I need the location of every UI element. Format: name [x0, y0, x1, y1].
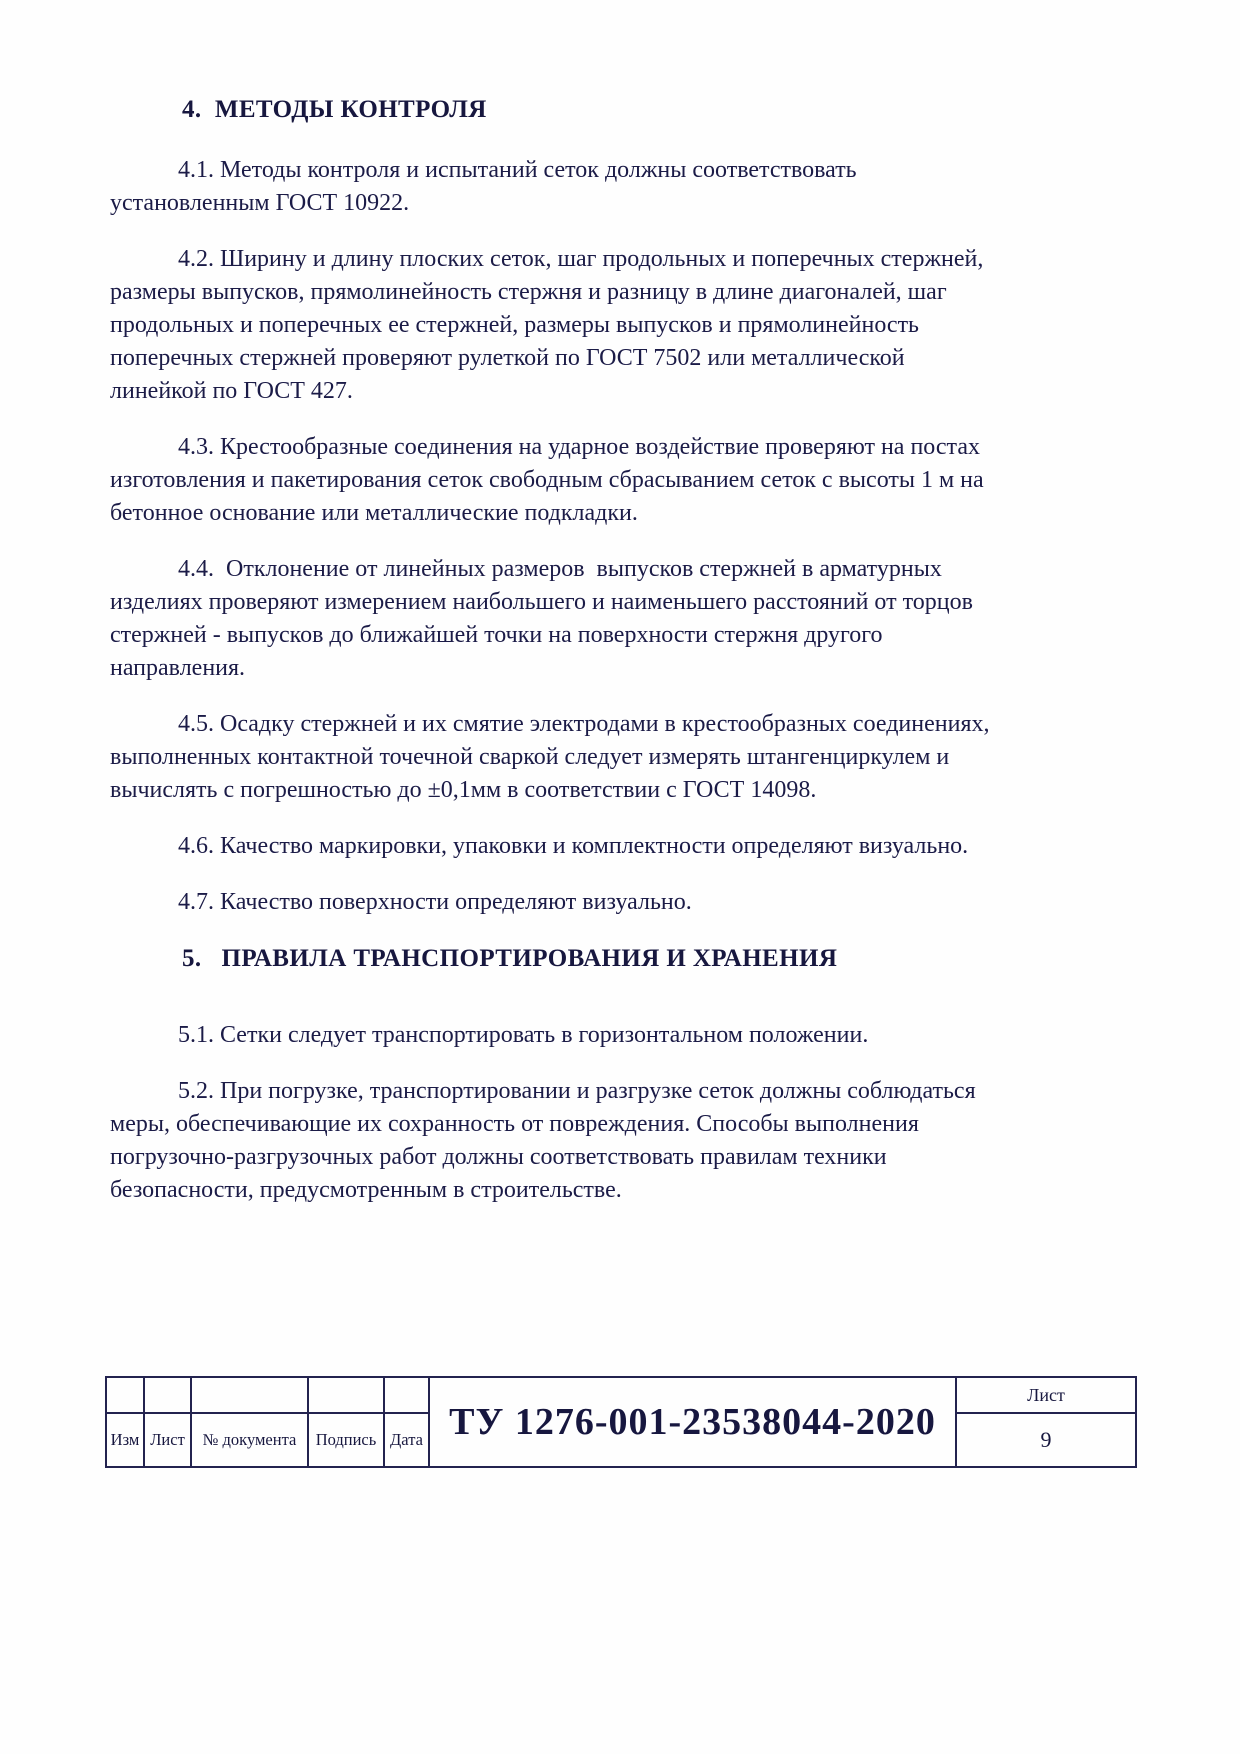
- paragraph-4-6: 4.6. Качество маркировки, упаковки и комплектности определяют визуально.: [178, 833, 969, 859]
- sheet-label: Лист: [956, 1377, 1136, 1413]
- paragraph-5-2: 5.2. При погрузке, транспортировании и разгрузке сеток должны соблюдаться меры, обеспечивающие их сохранность от повреждения. Способы выполнения погрузочно-разгрузочных работ должны соответствовать правилам техники безопасности, предусмотренным в строительстве.: [110, 1078, 982, 1203]
- document-number: ТУ 1276-001-23538044-2020: [429, 1377, 956, 1467]
- stamp-cell-list-empty: [144, 1377, 191, 1413]
- section-heading-transport-and-storage: 5. ПРАВИЛА ТРАНСПОРТИРОВАНИЯ И ХРАНЕНИЯ: [182, 945, 838, 972]
- stamp-label-data: Дата: [384, 1413, 429, 1467]
- stamp-label-doc-number: № документа: [191, 1413, 308, 1467]
- sheet-number: 9: [956, 1413, 1136, 1467]
- paragraph-4-1: 4.1. Методы контроля и испытаний сеток должны соответствовать установленным ГОСТ 10922.: [110, 157, 863, 216]
- section-heading-methods-of-control: 4. МЕТОДЫ КОНТРОЛЯ: [182, 96, 487, 123]
- document-body: [110, 96, 995, 1230]
- paragraph-4-3: 4.3. Крестообразные соединения на ударное воздействие проверяют на постах изготовления и пакетирования сеток свободным сбрасыванием сеток с высоты 1 м на бетонное основание или металлические подкладки.: [110, 434, 990, 526]
- stamp-cell-data-empty: [384, 1377, 429, 1413]
- paragraph-4-5: 4.5. Осадку стержней и их смятие электродами в крестообразных соединениях, выполненных контактной точечной сваркой следует измерять штангенциркулем и вычислять с погрешностью до ±0,1мм в соответствии с ГОСТ 14098.: [110, 711, 996, 803]
- stamp-cell-docnum-empty: [191, 1377, 308, 1413]
- stamp-label-podpis: Подпись: [308, 1413, 384, 1467]
- paragraph-4-2: 4.2. Ширину и длину плоских сеток, шаг продольных и поперечных стержней, размеры выпусков, прямолинейность стержня и разницу в длине диагоналей, шаг продольных и поперечных ее стержней, размеры выпусков и прямолинейность поперечных стержней проверяют рулеткой по ГОСТ 7502 или металлической линейкой по ГОСТ 427.: [110, 246, 990, 404]
- paragraph-4-4: 4.4. Отклонение от линейных размеров выпусков стержней в арматурных изделиях проверяют измерением наибольшего и наименьшего расстояний от торцов стержней - выпусков до ближайшей точки на поверхности стержня другого направления.: [110, 556, 979, 681]
- stamp-label-list: Лист: [144, 1413, 191, 1467]
- paragraph-5-1: 5.1. Сетки следует транспортировать в горизонтальном положении.: [178, 1022, 869, 1048]
- stamp-label-izm: Изм: [106, 1413, 144, 1467]
- paragraph-4-7: 4.7. Качество поверхности определяют визуально.: [178, 889, 692, 915]
- stamp-cell-izm-empty: [106, 1377, 144, 1413]
- title-block: [105, 1376, 1137, 1468]
- stamp-cell-podpis-empty: [308, 1377, 384, 1413]
